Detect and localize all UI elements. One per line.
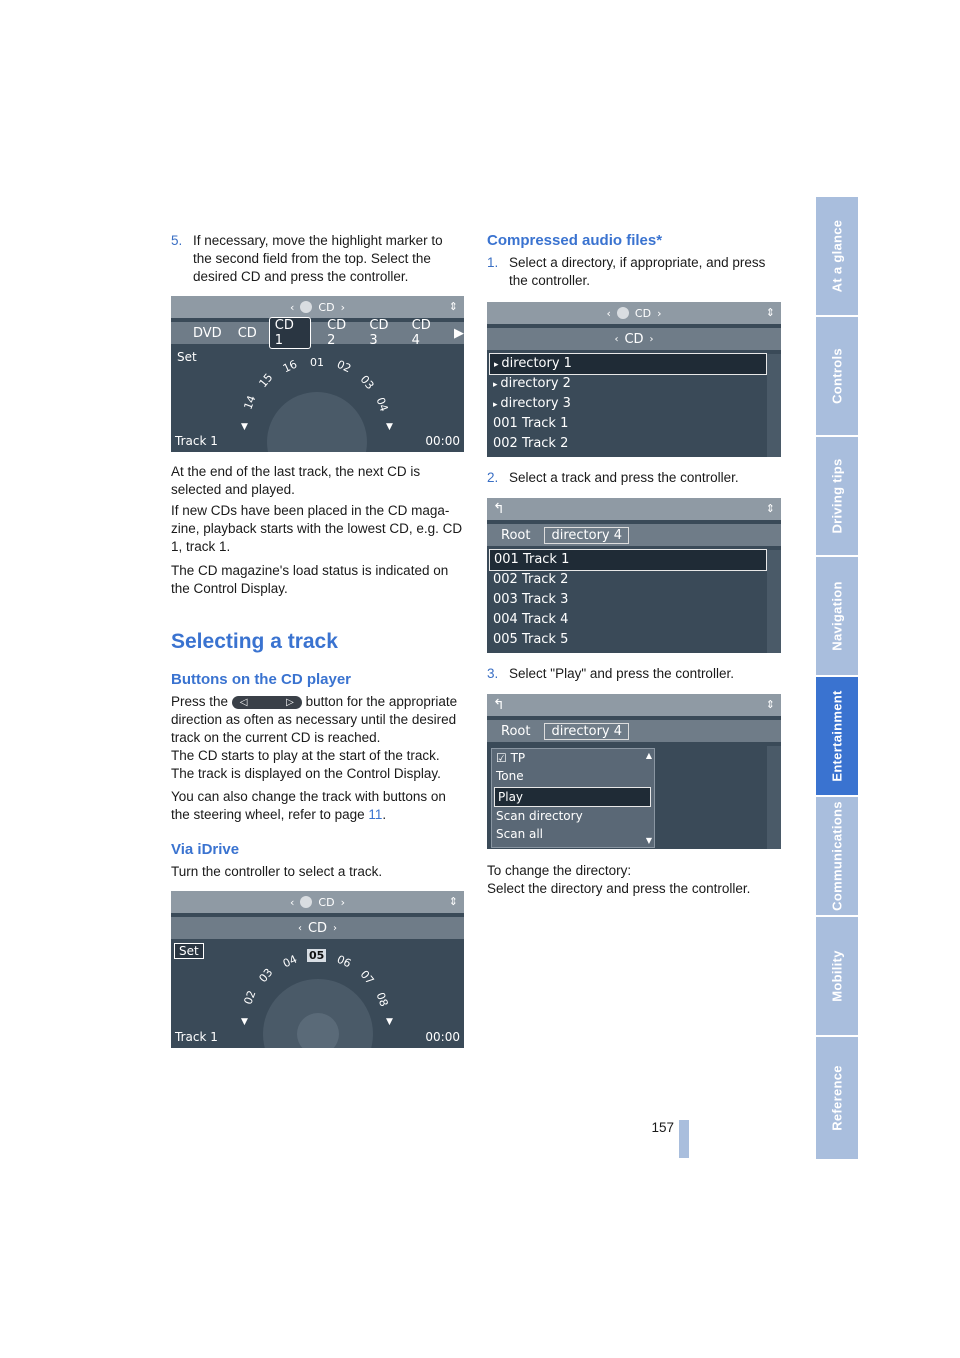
list-item[interactable]: 001 Track 1 — [489, 549, 767, 571]
checkbox-icon: ☑ — [496, 751, 511, 765]
down-arrow-icon: ▼ — [386, 422, 393, 432]
section-title: Selecting a track — [171, 630, 338, 653]
track-button-icon: ◁ ▷ — [232, 696, 302, 709]
arrow-right-icon: ▶ — [453, 325, 464, 341]
down-arrow-icon: ▼ — [241, 422, 248, 432]
para-turn-controller: Turn the controller to select a track. — [171, 864, 383, 879]
cd-icon — [300, 896, 312, 908]
scrollbar[interactable] — [767, 354, 781, 457]
tab-cd-4[interactable]: CD 4 — [411, 318, 431, 348]
scroll-arrows-icon: ⇕ — [448, 895, 458, 908]
cd-bar: ‹ CD › — [171, 917, 464, 939]
list-item[interactable]: ▸ directory 3 — [493, 396, 571, 411]
tab-controls[interactable]: Controls — [816, 317, 858, 437]
root-button[interactable]: Root — [501, 723, 531, 739]
cd-icon — [300, 301, 312, 313]
page-number: 157 — [651, 1120, 674, 1135]
root-button[interactable]: Root — [501, 527, 531, 543]
tab-communications[interactable]: Communications — [816, 797, 858, 917]
track-label: Track 1 — [175, 434, 218, 448]
tab-reference[interactable]: Reference — [816, 1037, 858, 1161]
menu-item-tone[interactable]: Tone — [496, 769, 524, 783]
tab-cd-1[interactable]: CD 1 — [269, 317, 311, 349]
para-next-cd: At the end of the last track, the next CD is selected and played. — [171, 464, 421, 497]
idrive-track-screen: ‹ CD › ⇕ ‹ CD › Set 02 03 04 05 06 07 08 ▼ ▼ Track 1 00:00 — [171, 891, 464, 1048]
scroll-arrows-icon: ⇕ — [765, 306, 775, 319]
step-2: 2. Select a track and press the controller. — [487, 470, 739, 485]
para-select-directory: Select the directory and press the controller. — [487, 881, 751, 896]
current-directory[interactable]: directory 4 — [544, 723, 629, 740]
subheading-buttons-cd-player: Buttons on the CD player — [171, 671, 352, 688]
tab-dvd[interactable]: DVD — [193, 325, 222, 341]
down-arrow-icon: ▼ — [241, 1017, 248, 1027]
page-link-11[interactable]: 11 — [368, 807, 383, 822]
scroll-arrows-icon: ⇕ — [765, 502, 775, 515]
path-bar — [487, 524, 781, 546]
options-menu-screen — [487, 694, 781, 849]
screen-top-bar — [487, 694, 781, 716]
para-press-button: Press the ◁ ▷ button for the appropriate direction as often as necessary until the desired track on the current CD is reached. — [171, 694, 458, 745]
list-item[interactable]: ▸ directory 1 — [489, 353, 767, 375]
para-track-displayed: The track is displayed on the Control Display. — [171, 766, 441, 781]
tab-at-a-glance[interactable]: At a glance — [816, 197, 858, 317]
selected-track[interactable]: 05 — [309, 949, 325, 962]
cd-tab-bar — [171, 318, 464, 348]
scrollbar[interactable] — [767, 746, 781, 849]
menu-item-scan-all[interactable]: Scan all — [496, 827, 544, 841]
menu-item-tp[interactable]: ☑ TP — [496, 751, 526, 765]
step-1: 1. Select a directory, if appropriate, and press the controller. — [487, 255, 766, 288]
back-icon[interactable]: ↰ — [493, 501, 505, 517]
cd-changer-screen: ‹ CD › ⇕ DVD CD CD 1 CD 2 CD 3 CD 4 ▶ Set 14 15 16 01 02 03 04 ▼ ▼ Track 1 00:00 — [171, 296, 464, 452]
para-starts-play: The CD starts to play at the start of the track. — [171, 748, 440, 763]
screen-top-bar: ‹ CD › — [171, 296, 464, 318]
track-list-screen — [487, 498, 781, 653]
tab-mobility[interactable]: Mobility — [816, 917, 858, 1037]
tab-driving-tips[interactable]: Driving tips — [816, 437, 858, 557]
tab-cd-3[interactable]: CD 3 — [369, 318, 389, 348]
page-number-bar — [679, 1120, 689, 1158]
para-load-status: The CD magazine's load status is indicated on the Control Display. — [171, 563, 449, 596]
tab-entertainment[interactable]: Entertainment — [816, 677, 858, 797]
scroll-up-icon[interactable]: ▲ — [645, 751, 652, 760]
list-item[interactable]: 003 Track 3 — [493, 592, 569, 607]
current-directory[interactable]: directory 4 — [544, 527, 629, 544]
menu-item-scan-directory[interactable]: Scan directory — [496, 809, 583, 823]
step-3: 3. Select "Play" and press the controller. — [487, 666, 734, 681]
list-item[interactable]: 002 Track 2 — [493, 436, 569, 451]
dial-center — [297, 1013, 339, 1048]
list-item[interactable]: 002 Track 2 — [493, 572, 569, 587]
subheading-via-idrive: Via iDrive — [171, 841, 240, 858]
screen-top-bar: ‹ CD › — [487, 302, 781, 324]
tab-navigation[interactable]: Navigation — [816, 557, 858, 677]
screen-top-bar — [487, 498, 781, 520]
down-arrow-icon: ▼ — [386, 1017, 393, 1027]
para-new-cds: If new CDs have been placed in the CD maga-zine, playback starts with the lowest CD, e.g. CD 1, track 1. — [171, 503, 463, 554]
path-bar — [487, 720, 781, 742]
options-popup — [491, 748, 655, 848]
list-item[interactable]: 005 Track 5 — [493, 632, 569, 647]
tab-cd-2[interactable]: CD 2 — [327, 318, 347, 348]
step-5: 5. If necessary, move the highlight marker to the second field from the top. Select the desired CD and press the controller. — [171, 233, 443, 284]
track-dial — [267, 392, 367, 452]
tab-cd[interactable]: CD — [237, 325, 257, 341]
time-label: 00:00 — [425, 1030, 460, 1044]
cd-bar: ‹ CD › — [487, 328, 781, 350]
list-item[interactable]: 001 Track 1 — [493, 416, 569, 431]
scrollbar[interactable] — [767, 550, 781, 653]
screen-top-bar: ‹ CD › — [171, 891, 464, 913]
set-button[interactable]: Set — [177, 350, 197, 364]
menu-item-play[interactable]: Play — [494, 787, 651, 807]
scroll-arrows-icon: ⇕ — [448, 300, 458, 313]
track-label: Track 1 — [175, 1030, 218, 1044]
back-icon[interactable]: ↰ — [493, 697, 505, 713]
set-button[interactable]: Set — [174, 943, 204, 959]
scroll-arrows-icon: ⇕ — [765, 698, 775, 711]
cd-icon — [617, 307, 629, 319]
list-item[interactable]: 004 Track 4 — [493, 612, 569, 627]
directory-list-screen — [487, 302, 781, 457]
para-steering-wheel: You can also change the track with buttons on the steering wheel, refer to page 11. — [171, 789, 446, 822]
scroll-down-icon[interactable]: ▼ — [645, 836, 652, 845]
subheading-compressed-audio: Compressed audio files* — [487, 232, 663, 249]
time-label: 00:00 — [425, 434, 460, 448]
para-change-directory: To change the directory: — [487, 863, 632, 878]
chapter-sidebar — [816, 197, 858, 1159]
list-item[interactable]: ▸ directory 2 — [493, 376, 571, 391]
